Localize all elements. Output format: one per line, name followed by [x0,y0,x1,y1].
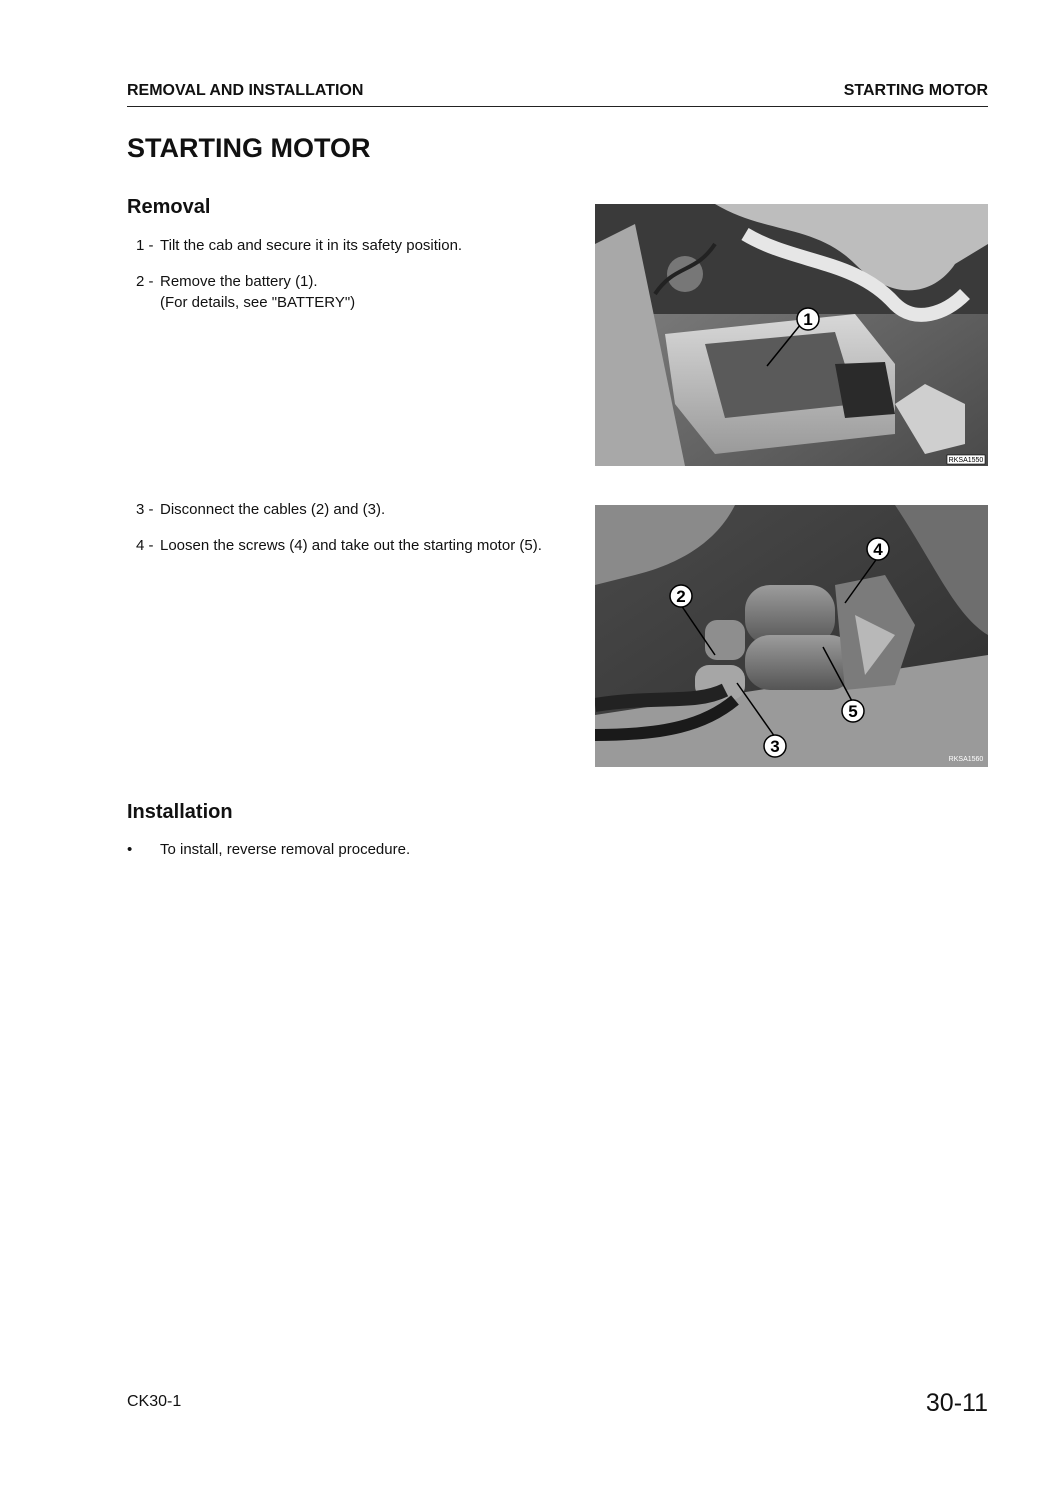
callout-1: 1 [803,310,813,329]
battery-photo-illustration [595,204,988,466]
callout-5: 5 [848,702,858,721]
step-number: 3 - [136,501,154,518]
page-header [127,80,988,107]
step-text: Tilt the cab and secure it in its safety position. [160,237,463,254]
installation-text: To install, reverse removal procedure. [160,841,411,858]
removal-step-1 [136,235,566,256]
bullet-mark: • [127,841,133,858]
callout-4: 4 [873,540,883,559]
footer-model: CK30-1 [127,1393,182,1410]
step-text: Loosen the screws (4) and take out the starting motor (5). [160,537,542,554]
starting-motor-photo-illustration [595,505,988,767]
battery-photo [595,204,988,466]
header-topic-title: STARTING MOTOR [843,82,988,99]
callout-2: 2 [676,587,686,606]
removal-step-2 [136,271,566,313]
step-number: 4 - [136,537,154,554]
step-note: (For details, see "BATTERY") [160,294,356,311]
starting-motor-photo [595,505,988,767]
step-number: 1 - [136,237,154,254]
figure-id-label: RKSA1560 [948,756,984,763]
page-title: STARTING MOTOR [127,133,371,163]
footer-page-number: 30-11 [925,1389,988,1417]
step-text: Disconnect the cables (2) and (3). [160,501,386,518]
removal-step-3 [136,499,566,520]
step-text: Remove the battery (1). [160,273,318,290]
callout-3: 3 [770,737,780,756]
removal-step-4 [136,535,566,556]
header-section-title: REMOVAL AND INSTALLATION [127,82,364,99]
installation-heading: Installation [127,801,233,823]
step-number: 2 - [136,273,154,290]
figure-id-label: RKSA1550 [948,457,984,464]
removal-heading: Removal [127,196,211,218]
